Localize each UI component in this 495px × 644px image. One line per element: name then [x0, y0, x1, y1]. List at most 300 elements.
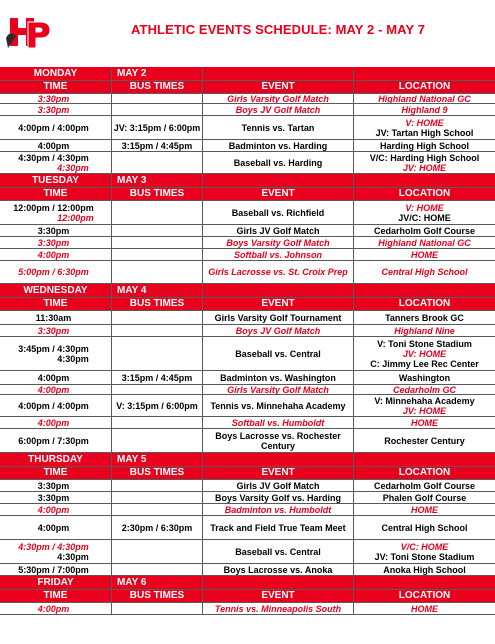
- day-spacer: [203, 67, 354, 80]
- event-value: Baseball vs. Central: [235, 546, 321, 557]
- day-date: MAY 2: [112, 67, 203, 80]
- table-row: [0, 540, 495, 564]
- time-value: 3:30pm: [37, 480, 70, 491]
- event-cell: [203, 385, 354, 394]
- time-stack: [36, 313, 76, 323]
- table-row: [0, 564, 495, 576]
- event-value: Tennis vs. Tartan: [241, 122, 315, 133]
- column-header-time: TIME: [0, 298, 112, 310]
- time-cell: [0, 94, 112, 103]
- bus-cell: [112, 104, 203, 115]
- time-cell: [0, 104, 112, 115]
- day-name: THURSDAY: [0, 453, 112, 466]
- location-stack: [385, 313, 464, 323]
- table-row: [0, 395, 495, 417]
- location-stack: [383, 493, 467, 503]
- table-row: [0, 261, 495, 284]
- event-cell: [203, 325, 354, 336]
- bus-cell: [112, 237, 203, 248]
- time-cell: [0, 603, 112, 614]
- location-stack: [411, 418, 438, 428]
- bus-cell: [112, 564, 203, 575]
- time-cell: [0, 225, 112, 236]
- day-row: [0, 284, 495, 298]
- time-value: 3:30pm: [37, 94, 70, 103]
- table-row: [0, 337, 495, 371]
- time-cell: [0, 516, 112, 539]
- time-cell: [0, 480, 112, 491]
- location-value: Highland 9: [401, 104, 448, 115]
- header-row: [0, 467, 495, 480]
- time-cell: [0, 140, 112, 151]
- event-value: Boys Varsity Golf vs. Harding: [214, 492, 342, 503]
- location-stack: [411, 505, 438, 515]
- day-spacer: [203, 576, 354, 589]
- time-value: 5:30pm / 7:00pm: [18, 564, 89, 575]
- location-cell: [354, 564, 495, 575]
- location-stack: [384, 436, 465, 446]
- location-value: HOME: [411, 249, 438, 260]
- time-cell: [0, 116, 112, 139]
- location-cell: [354, 417, 495, 428]
- location-cell: [354, 429, 495, 452]
- event-value: Girls Varsity Golf Tournament: [214, 312, 342, 323]
- location-cell: [354, 201, 495, 224]
- column-header-location: LOCATION: [354, 188, 495, 200]
- event-cell: [203, 504, 354, 515]
- time-cell: [0, 564, 112, 575]
- location-value: Highland National GC: [378, 94, 471, 103]
- location-stack: [376, 118, 474, 138]
- location-value: JV/C: HOME: [398, 212, 451, 223]
- day-name: FRIDAY: [0, 576, 112, 589]
- bus-cell: [112, 395, 203, 416]
- day-spacer: [354, 284, 495, 297]
- location-stack: [411, 604, 438, 614]
- location-stack: [374, 226, 475, 236]
- time-stack: [18, 565, 93, 575]
- event-value: Boys Lacrosse vs. Rochester Century: [215, 430, 341, 451]
- time-cell: [0, 429, 112, 452]
- time-value: 11:30am: [35, 312, 72, 323]
- event-cell: [203, 237, 354, 248]
- time-value: 3:30pm: [37, 237, 70, 248]
- location-value: V/C: Harding High School: [369, 152, 480, 163]
- location-value: Cedarholm Golf Course: [373, 225, 475, 236]
- table-row: [0, 504, 495, 516]
- time-stack: [18, 436, 93, 446]
- time-value: 3:30pm: [37, 492, 70, 503]
- table-row: [0, 104, 495, 116]
- time-cell: [0, 311, 112, 324]
- event-cell: [203, 94, 354, 103]
- event-cell: [203, 140, 354, 151]
- event-cell: [203, 116, 354, 139]
- event-value: Boys JV Golf Match: [235, 325, 321, 336]
- location-value: HOME: [411, 417, 438, 428]
- location-value: Rochester Century: [384, 435, 465, 446]
- day-row: [0, 453, 495, 467]
- column-header-location: LOCATION: [354, 81, 495, 93]
- column-header-location: LOCATION: [354, 590, 495, 602]
- location-cell: [354, 249, 495, 260]
- location-cell: [354, 540, 495, 563]
- event-cell: [203, 261, 354, 283]
- location-stack: [399, 373, 450, 383]
- bus-value: 3:15pm / 4:45pm: [121, 372, 193, 383]
- time-stack: [38, 326, 74, 336]
- location-value: Cedarholm Golf Course: [373, 480, 475, 491]
- bus-cell: [112, 480, 203, 491]
- time-stack: [18, 123, 93, 133]
- location-stack: [375, 542, 475, 562]
- location-stack: [394, 326, 455, 336]
- table-row: [0, 325, 495, 337]
- location-value: HOME: [411, 603, 438, 614]
- time-stack: [38, 418, 74, 428]
- time-stack: [38, 481, 74, 491]
- event-value: Girls JV Golf Match: [236, 480, 320, 491]
- column-header-event: EVENT: [203, 298, 354, 310]
- day-row: [0, 576, 495, 590]
- column-header-bus: BUS TIMES: [112, 298, 203, 310]
- time-stack: [18, 153, 93, 173]
- event-cell: [203, 152, 354, 173]
- time-stack: [38, 226, 74, 236]
- event-cell: [203, 371, 354, 384]
- location-value: Highland National GC: [378, 237, 471, 248]
- time-cell: [0, 371, 112, 384]
- location-stack: [370, 339, 479, 369]
- event-value: Girls Varsity Golf Match: [227, 94, 329, 103]
- location-stack: [370, 153, 480, 173]
- bus-cell: [112, 116, 203, 139]
- event-cell: [203, 516, 354, 539]
- location-stack: [374, 481, 475, 491]
- table-row: [0, 516, 495, 540]
- time-stack: [18, 542, 93, 562]
- event-value: Boys JV Golf Match: [235, 104, 321, 115]
- page-title: ATHLETIC EVENTS SCHEDULE: MAY 2 - MAY 7: [131, 22, 426, 37]
- event-cell: [203, 603, 354, 614]
- time-stack: [38, 94, 74, 103]
- day-spacer: [354, 67, 495, 80]
- bus-value: 3:15pm / 4:45pm: [121, 140, 193, 151]
- bus-cell: [112, 429, 203, 452]
- event-value: Girls Varsity Golf Match: [227, 385, 329, 394]
- event-cell: [203, 225, 354, 236]
- location-stack: [401, 105, 447, 115]
- day-date: MAY 5: [112, 453, 203, 466]
- event-cell: [203, 311, 354, 324]
- location-value: Anoka High School: [383, 564, 466, 575]
- location-cell: [354, 385, 495, 394]
- location-value: JV: HOME: [402, 405, 447, 416]
- bus-cell: [112, 417, 203, 428]
- bus-value: V: 3:15pm / 6:00pm: [116, 400, 198, 411]
- time-cell: [0, 325, 112, 336]
- table-row: [0, 492, 495, 504]
- bus-cell: [112, 516, 203, 539]
- event-cell: [203, 337, 354, 370]
- location-value: HOME: [411, 504, 438, 515]
- bus-cell: [112, 492, 203, 503]
- time-cell: [0, 237, 112, 248]
- bus-cell: [112, 540, 203, 563]
- day-date: MAY 4: [112, 284, 203, 297]
- time-cell: [0, 492, 112, 503]
- day-spacer: [354, 174, 495, 187]
- bus-value: 2:30pm / 6:30pm: [121, 522, 193, 533]
- time-stack: [18, 401, 93, 411]
- bus-value: JV: 3:15pm / 6:00pm: [113, 122, 201, 133]
- table-row: [0, 371, 495, 385]
- time-value: 4:30pm / 4:30pm: [18, 541, 89, 552]
- table-row: [0, 116, 495, 140]
- table-row: [0, 249, 495, 261]
- column-header-event: EVENT: [203, 590, 354, 602]
- table-row: [0, 201, 495, 225]
- event-value: Softball vs. Humboldt: [231, 417, 325, 428]
- day-spacer: [203, 284, 354, 297]
- day-name: TUESDAY: [0, 174, 112, 187]
- time-stack: [38, 250, 74, 260]
- time-cell: [0, 417, 112, 428]
- location-value: Cedarholm GC: [392, 385, 456, 394]
- bus-cell: [112, 261, 203, 283]
- location-cell: [354, 504, 495, 515]
- location-value: V: Toni Stone Stadium: [377, 338, 472, 349]
- location-stack: [398, 203, 451, 223]
- event-value: Tennis vs. Minneapolis South: [214, 603, 342, 614]
- location-value: Phalen Golf Course: [382, 492, 467, 503]
- location-value: V: HOME: [405, 202, 444, 213]
- time-value: 3:30pm: [37, 325, 70, 336]
- time-value: 3:45pm / 4:30pm: [18, 343, 89, 354]
- header-row: [0, 81, 495, 94]
- location-stack: [411, 250, 438, 260]
- location-cell: [354, 337, 495, 370]
- event-cell: [203, 249, 354, 260]
- bus-cell: [112, 249, 203, 260]
- time-value: 3:30pm: [37, 104, 70, 115]
- day-spacer: [354, 453, 495, 466]
- column-header-bus: BUS TIMES: [112, 467, 203, 479]
- location-value: Harding High School: [380, 140, 469, 151]
- day-spacer: [354, 576, 495, 589]
- time-cell: [0, 249, 112, 260]
- column-header-time: TIME: [0, 81, 112, 93]
- location-stack: [393, 385, 456, 394]
- event-value: Girls JV Golf Match: [236, 225, 320, 236]
- time-value: 4:00pm: [37, 249, 70, 260]
- table-row: [0, 140, 495, 152]
- location-value: Central High School: [381, 522, 468, 533]
- time-value: 4:00pm: [37, 385, 70, 394]
- location-cell: [354, 480, 495, 491]
- time-cell: [0, 385, 112, 394]
- location-stack: [383, 565, 466, 575]
- time-stack: [38, 385, 74, 394]
- location-stack: [374, 396, 474, 416]
- location-value: Washington: [398, 372, 451, 383]
- location-value: JV: Tartan High School: [375, 127, 474, 138]
- event-cell: [203, 564, 354, 575]
- time-value: 6:00pm / 7:30pm: [18, 435, 89, 446]
- event-cell: [203, 201, 354, 224]
- bus-cell: [112, 152, 203, 173]
- location-value: V/C: HOME: [400, 541, 449, 552]
- time-value: 4:00pm / 4:00pm: [18, 400, 89, 411]
- location-cell: [354, 237, 495, 248]
- header-row: [0, 590, 495, 603]
- location-stack: [378, 238, 471, 248]
- time-stack: [38, 238, 74, 248]
- bus-cell: [112, 225, 203, 236]
- time-value: 4:30pm / 4:30pm: [18, 152, 89, 163]
- header-row: [0, 298, 495, 311]
- time-stack: [38, 105, 74, 115]
- column-header-location: LOCATION: [354, 298, 495, 310]
- table-row: [0, 429, 495, 453]
- location-value: JV: HOME: [402, 162, 447, 173]
- event-value: Badminton vs. Harding: [228, 140, 328, 151]
- time-value: 12:00pm / 12:00pm: [13, 202, 94, 213]
- time-value: 4:30pm: [57, 162, 89, 173]
- location-value: C: Jimmy Lee Rec Center: [370, 358, 479, 369]
- event-cell: [203, 104, 354, 115]
- location-value: Highland Nine: [394, 325, 455, 336]
- column-header-event: EVENT: [203, 188, 354, 200]
- table-row: [0, 152, 495, 174]
- time-stack: [38, 523, 74, 533]
- time-cell: [0, 152, 112, 173]
- day-spacer: [203, 453, 354, 466]
- table-row: [0, 311, 495, 325]
- time-cell: [0, 337, 112, 370]
- column-header-time: TIME: [0, 188, 112, 200]
- event-value: Tennis vs. Minnehaha Academy: [210, 400, 346, 411]
- event-value: Track and Field True Team Meet: [210, 522, 346, 533]
- bus-cell: [112, 325, 203, 336]
- event-cell: [203, 417, 354, 428]
- column-header-event: EVENT: [203, 81, 354, 93]
- time-value: 4:00pm: [37, 372, 70, 383]
- location-cell: [354, 603, 495, 614]
- column-header-bus: BUS TIMES: [112, 590, 203, 602]
- location-value: V: Minnehaha Academy: [374, 395, 475, 406]
- time-value: 4:00pm: [37, 504, 70, 515]
- day-row: [0, 67, 495, 81]
- bus-cell: [112, 504, 203, 515]
- column-header-event: EVENT: [203, 467, 354, 479]
- column-header-bus: BUS TIMES: [112, 188, 203, 200]
- table-row: [0, 603, 495, 615]
- time-value: 12:00pm: [57, 212, 94, 223]
- time-stack: [18, 344, 93, 364]
- location-cell: [354, 225, 495, 236]
- table-row: [0, 94, 495, 104]
- location-cell: [354, 94, 495, 103]
- table-row: [0, 385, 495, 395]
- time-value: 4:30pm: [57, 551, 89, 562]
- event-cell: [203, 492, 354, 503]
- time-value: 4:00pm: [37, 140, 70, 151]
- location-cell: [354, 395, 495, 416]
- event-value: Softball vs. Johnson: [233, 249, 322, 260]
- school-logo: [4, 8, 52, 56]
- location-cell: [354, 325, 495, 336]
- day-row: [0, 174, 495, 188]
- bus-cell: [112, 311, 203, 324]
- event-value: Boys Lacrosse vs. Anoka: [223, 564, 333, 575]
- bus-cell: [112, 371, 203, 384]
- column-header-bus: BUS TIMES: [112, 81, 203, 93]
- location-value: V: HOME: [405, 117, 444, 128]
- column-header-time: TIME: [0, 467, 112, 479]
- time-cell: [0, 540, 112, 563]
- bus-cell: [112, 385, 203, 394]
- event-cell: [203, 480, 354, 491]
- location-value: Central High School: [381, 267, 468, 277]
- bus-cell: [112, 603, 203, 614]
- event-value: Badminton vs. Humboldt: [224, 504, 332, 515]
- location-cell: [354, 140, 495, 151]
- column-header-location: LOCATION: [354, 467, 495, 479]
- time-stack: [18, 267, 93, 277]
- header-row: [0, 188, 495, 201]
- time-value: 4:00pm: [37, 417, 70, 428]
- event-value: Girls Lacrosse vs. St. Croix Prep: [208, 267, 348, 277]
- time-value: 5:00pm / 6:30pm: [18, 267, 89, 277]
- table-row: [0, 237, 495, 249]
- event-value: Badminton vs. Washington: [220, 372, 336, 383]
- table-row: [0, 417, 495, 429]
- time-stack: [38, 604, 74, 614]
- day-date: MAY 6: [112, 576, 203, 589]
- event-cell: [203, 429, 354, 452]
- location-stack: [378, 94, 471, 103]
- time-cell: [0, 201, 112, 224]
- event-value: Baseball vs. Central: [235, 348, 321, 359]
- bus-cell: [112, 337, 203, 370]
- location-value: JV: Toni Stone Stadium: [374, 551, 475, 562]
- time-value: 4:00pm / 4:00pm: [18, 122, 89, 133]
- location-cell: [354, 492, 495, 503]
- table-row: [0, 225, 495, 237]
- location-cell: [354, 104, 495, 115]
- location-cell: [354, 152, 495, 173]
- event-value: Baseball vs. Harding: [233, 157, 323, 168]
- time-stack: [38, 373, 74, 383]
- location-cell: [354, 261, 495, 283]
- day-date: MAY 3: [112, 174, 203, 187]
- time-value: 3:30pm: [37, 225, 70, 236]
- time-stack: [38, 141, 74, 151]
- day-name: WEDNESDAY: [0, 284, 112, 297]
- column-header-time: TIME: [0, 590, 112, 602]
- time-stack: [38, 493, 74, 503]
- location-stack: [381, 523, 467, 533]
- bus-cell: [112, 94, 203, 103]
- time-value: 4:30pm: [57, 353, 89, 364]
- time-stack: [13, 203, 98, 223]
- event-value: Baseball vs. Richfield: [231, 207, 325, 218]
- time-value: 4:00pm: [37, 522, 70, 533]
- table-row: [0, 480, 495, 492]
- time-cell: [0, 261, 112, 283]
- day-name: MONDAY: [0, 67, 112, 80]
